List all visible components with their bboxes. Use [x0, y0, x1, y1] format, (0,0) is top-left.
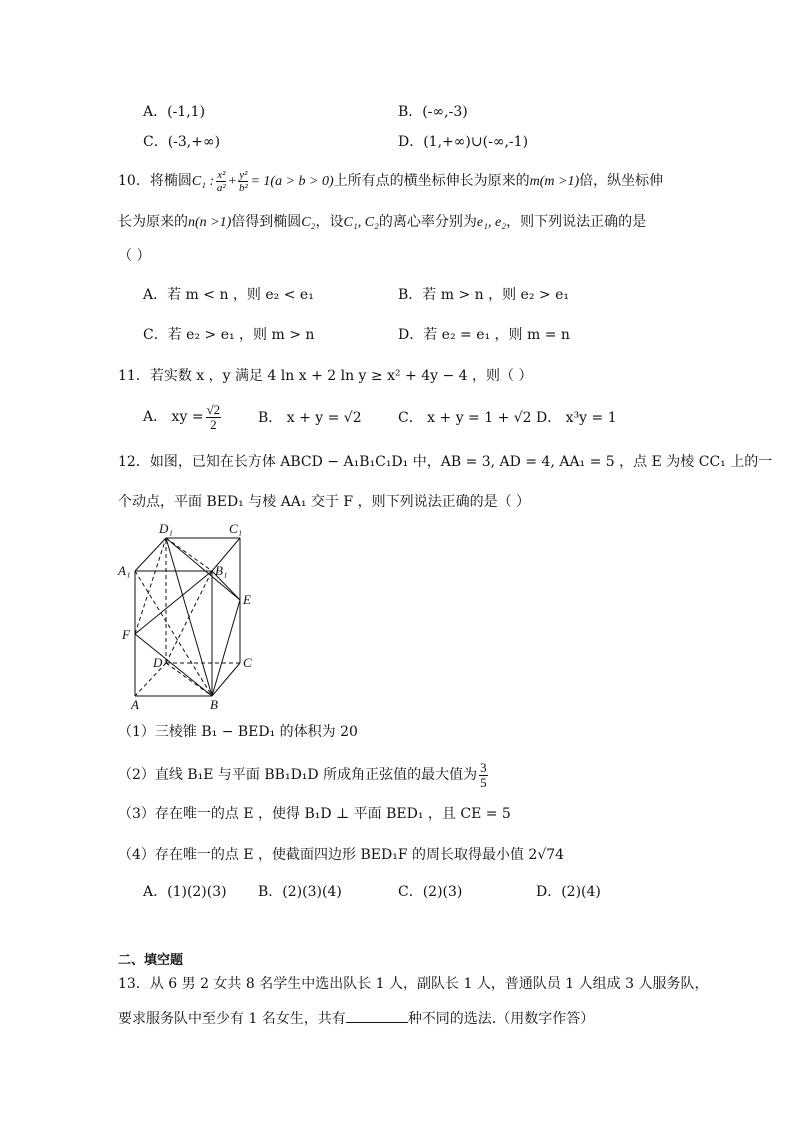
q12-option-b: B．(2)(3)(4) [258, 884, 342, 900]
q12-statement-4: （4）存在唯一的点 E ，使截面四边形 BED₁F 的周长取得最小值 2√74 [118, 847, 565, 863]
q10-stem-line2: 长为原来的n(n >1)倍得到椭圆C₂，设C₁, C₂的离心率分别为e₁, e₂，则下列说法正确的是 [118, 214, 647, 230]
q11-option-c: C． x + y = 1 + √2 [398, 410, 532, 426]
q10-option-b: B．若 m > n ，则 e₂ > e₁ [398, 287, 569, 303]
q10-stem-line1: 10．将椭圆C₁ : $\frac{\text{x²}}{\text{a²}}$ + $\frac{\text{y²}}{\text{b²}}$ = 1(a > b > 0)上所有点的横坐标伸长为原来的m(m >1)倍，纵坐标伸 [118, 168, 664, 194]
label-f: F [122, 627, 130, 642]
label-d1: D₁ [159, 521, 173, 536]
q10-option-c: C．若 e₂ > e₁ ，则 m > n [143, 327, 315, 343]
q12-statement-2: （2）直线 B₁E 与平面 BB₁D₁D 所成角正弦值的最大值为 $\frac{3}{5}$ [118, 759, 487, 790]
q12-statement-3: （3）存在唯一的点 E ，使得 B₁D ⊥ 平面 BED₁ ，且 CE = 5 [118, 806, 511, 822]
label-b1: B₁ [215, 563, 228, 578]
label-d: D [153, 655, 163, 670]
label-c1: C₁ [229, 521, 243, 536]
q12-stem-line2: 个动点，平面 BED₁ 与棱 AA₁ 交于 F ，则下列说法正确的是（ ） [118, 494, 531, 510]
q13-stem-line2: 要求服务队中至少有 1 名女生，共有 种不同的选法.（用数字作答） [118, 1008, 594, 1029]
q12-box-figure [115, 520, 265, 710]
section-heading-fill-blank: 二、填空题 [118, 953, 184, 968]
hidden-f-d1 [135, 538, 166, 634]
q12-statement-1: （1）三棱锥 B₁ − BED₁ 的体积为 20 [118, 724, 358, 740]
q10-option-a: A．若 m < n ，则 e₂ < e₁ [143, 287, 314, 303]
q9-option-a: A．(-1,1) [143, 104, 206, 120]
q12-option-c: C．(2)(3) [398, 884, 463, 900]
q13-stem-line1: 13．从 6 男 2 女共 8 名学生中选出队长 1 人，副队长 1 人，普通队员 1 人组成 3 人服务队， [118, 976, 709, 992]
q13-answer-blank[interactable] [346, 1008, 408, 1023]
label-a: A [131, 697, 139, 710]
label-b: B [210, 697, 218, 710]
q10-option-d: D．若 e₂ = e₁ ，则 m = n [398, 327, 570, 343]
label-e: E [243, 592, 251, 607]
label-c: C [243, 655, 252, 670]
edge-a1-d1 [135, 538, 166, 571]
edge-e-b [212, 600, 240, 696]
edge-b-c [212, 663, 240, 696]
q10-answer-paren: （ ） [118, 248, 151, 264]
q11-option-d: D． x³y = 1 [536, 410, 617, 426]
q9-option-d: D．(1,+∞)∪(-∞,-1) [398, 134, 529, 150]
hidden-d-b1 [166, 571, 212, 663]
q12-option-d: D．(2)(4) [536, 884, 601, 900]
q11-stem: 11．若实数 x ，y 满足 4 ln x + 2 ln y ≥ x² + 4y − 4 ，则（ ） [118, 368, 533, 384]
q9-option-b: B．(-∞,-3) [398, 104, 468, 120]
q11-option-b: B． x + y = √2 [258, 410, 362, 426]
hidden-a1-b [135, 571, 212, 696]
label-a1: A₁ [118, 563, 131, 578]
q12-stem-line1: 12．如图，已知在长方体 ABCD − A₁B₁C₁D₁ 中，AB = 3, AD = 4, AA₁ = 5 ，点 E 为棱 CC₁ 上的一 [118, 454, 773, 470]
edge-d1-e [166, 538, 240, 600]
q9-option-c: C．(-3,+∞) [143, 134, 221, 150]
q12-option-a: A．(1)(2)(3) [143, 884, 227, 900]
edge-f-b [135, 634, 212, 696]
q11-option-a: A． xy = $\frac{√2}{2}$ [143, 401, 221, 432]
hidden-d1-b1 [166, 538, 212, 571]
edge-f-b1 [135, 571, 212, 634]
